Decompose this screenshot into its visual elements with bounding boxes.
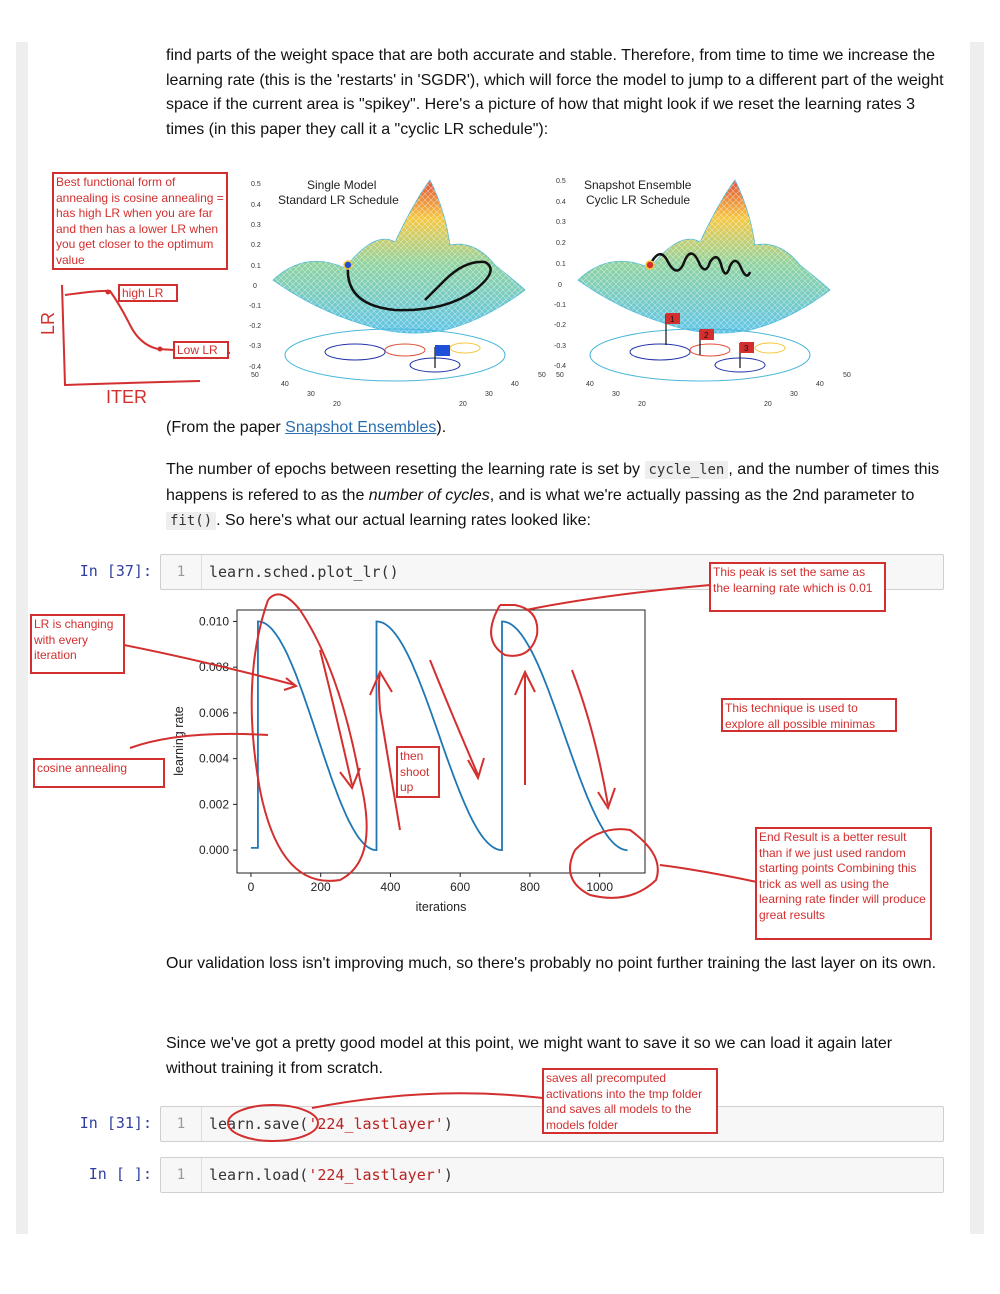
z-tick: 0.3 bbox=[251, 222, 261, 229]
code-call: learn.save( bbox=[209, 1115, 309, 1133]
intro-paragraph: find parts of the weight space that are both accurate and stable. Therefore, from time to time we increase the learning rate (this is the 'restarts' in 'SGDR'), which will force the model to jump to a different part of the weight space if the current area is "spikey". Here's a picture of how that might look if we reset the learning rates 3 times (in this paper they call it a "cyclic LR schedule"): bbox=[166, 47, 944, 138]
x-axis-label: iterations bbox=[415, 900, 467, 914]
z-tick: 0.2 bbox=[556, 240, 566, 247]
line-number: 1 bbox=[161, 1158, 202, 1192]
x-tick: 50 bbox=[556, 372, 564, 379]
y-axis-label: learning rate bbox=[172, 706, 186, 776]
left-subtitle: Standard LR Schedule bbox=[278, 193, 399, 207]
y-tick-label: 0.000 bbox=[198, 843, 229, 858]
high-lr-note: high LR bbox=[118, 284, 178, 302]
x-tick: 40 bbox=[281, 381, 289, 388]
y-tick: 40 bbox=[816, 381, 824, 388]
cycle-len-code: cycle_len bbox=[645, 461, 729, 479]
line-number: 1 bbox=[161, 1107, 202, 1141]
epochs-text-3: , and is what we're actually passing as the 2nd parameter to bbox=[489, 487, 915, 504]
z-tick: 0.4 bbox=[556, 199, 566, 206]
y-tick: 30 bbox=[485, 391, 493, 398]
z-tick: -0.3 bbox=[249, 343, 262, 350]
cosine-annealing-note: cosine annealing bbox=[33, 758, 165, 788]
left-start-point bbox=[344, 261, 352, 269]
z-tick: 0.1 bbox=[251, 263, 261, 270]
y-tick-label: 0.008 bbox=[198, 660, 229, 675]
z-tick: 0.2 bbox=[251, 242, 261, 249]
x-tick-label: 200 bbox=[310, 880, 331, 894]
x-tick-label: 400 bbox=[380, 880, 401, 894]
snapshot-ensemble-figure bbox=[245, 170, 865, 415]
lr-changing-note: LR is changing with every iteration bbox=[30, 614, 125, 674]
epochs-text-1: The number of epochs between resetting the learning rate is set by bbox=[166, 461, 645, 478]
z-tick: 0 bbox=[253, 283, 257, 290]
technique-note: This technique is used to explore all possible minimas bbox=[721, 698, 897, 732]
save-handwritten-annotations bbox=[0, 1080, 1000, 1160]
code-string: '224_lastlayer' bbox=[308, 1166, 444, 1184]
x-tick: 20 bbox=[333, 401, 341, 408]
x-tick: 40 bbox=[586, 381, 594, 388]
flag-3-label: 3 bbox=[744, 344, 749, 353]
flag-1-label: 1 bbox=[670, 315, 675, 324]
source-suffix: ). bbox=[436, 419, 447, 436]
lr-axis-label: LR bbox=[38, 311, 58, 335]
z-tick: 0.3 bbox=[556, 219, 566, 226]
y-tick-label: 0.002 bbox=[198, 797, 229, 812]
left-surface-panel bbox=[249, 178, 546, 408]
z-tick: 0.1 bbox=[556, 261, 566, 268]
y-tick-label: 0.006 bbox=[198, 705, 229, 720]
epochs-text-2: , and the number of times this happens is refered to as the bbox=[166, 461, 940, 504]
z-tick: -0.2 bbox=[554, 322, 567, 329]
code-string: '224_lastlayer' bbox=[308, 1115, 444, 1133]
z-tick: -0.4 bbox=[554, 363, 567, 370]
x-tick: 30 bbox=[307, 391, 315, 398]
saves-note: saves all precomputed activations into the tmp folder and saves all models to the models folder bbox=[542, 1068, 718, 1134]
cell-prompt: In [37]: bbox=[79, 562, 152, 580]
cell-prompt: In [31]: bbox=[79, 1114, 152, 1132]
y-tick: 50 bbox=[843, 372, 851, 379]
y-tick: 30 bbox=[790, 391, 798, 398]
end-result-note: End Result is a better result than if we just used random starting points Combining this trick as well as using the learning rate finder will produce great results bbox=[755, 827, 932, 940]
y-tick: 20 bbox=[764, 401, 772, 408]
x-tick: 30 bbox=[612, 391, 620, 398]
fit-code: fit() bbox=[166, 512, 216, 530]
z-tick: 0 bbox=[558, 282, 562, 289]
left-floor-axes bbox=[251, 372, 546, 408]
number-of-cycles-em: number of cycles bbox=[368, 487, 490, 504]
left-title: Single Model bbox=[307, 178, 377, 192]
z-tick: -0.1 bbox=[554, 302, 567, 309]
x-tick-label: 1000 bbox=[586, 880, 614, 894]
y-tick: 40 bbox=[511, 381, 519, 388]
low-lr-note: Low LR bbox=[173, 341, 229, 359]
x-tick: 50 bbox=[251, 372, 259, 379]
code-cell-load[interactable] bbox=[160, 1157, 944, 1193]
line-number: 1 bbox=[161, 555, 202, 589]
right-subtitle: Cyclic LR Schedule bbox=[586, 193, 691, 207]
save-paragraph: Since we've got a pretty good model at this point, we might want to save it so we can load it again later without training it from scratch. bbox=[166, 1035, 893, 1077]
source-prefix: (From the paper bbox=[166, 419, 286, 436]
peak-note: This peak is set the same as the learning rate which is 0.01 bbox=[709, 562, 886, 612]
z-tick: 0.5 bbox=[251, 181, 261, 188]
z-tick: -0.2 bbox=[249, 323, 262, 330]
shoot-up-note: then shoot up bbox=[396, 746, 440, 798]
code-line[interactable]: learn.sched.plot_lr() bbox=[209, 563, 399, 581]
right-z-axis bbox=[554, 178, 566, 370]
y-tick-label: 0.010 bbox=[198, 614, 229, 629]
x-tick-label: 600 bbox=[450, 880, 471, 894]
z-tick: -0.1 bbox=[249, 303, 262, 310]
x-tick: 20 bbox=[638, 401, 646, 408]
flag-2-label: 2 bbox=[704, 331, 709, 340]
y-tick-label: 0.004 bbox=[198, 751, 229, 766]
cell-prompt: In [ ]: bbox=[88, 1165, 152, 1183]
iter-axis-label: ITER bbox=[106, 387, 148, 407]
z-tick: 0.4 bbox=[251, 202, 261, 209]
right-start-point bbox=[646, 261, 654, 269]
code-line[interactable] bbox=[209, 1158, 453, 1192]
epochs-paragraph bbox=[166, 457, 946, 534]
code-close: ) bbox=[443, 1115, 453, 1133]
y-tick: 20 bbox=[459, 401, 467, 408]
validation-paragraph: Our validation loss isn't improving much, so there's probably no point further training the last layer on its own. bbox=[166, 955, 937, 972]
epochs-text-4: . So here's what our actual learning rates looked like: bbox=[216, 512, 591, 529]
best-form-note: Best functional form of annealing is cosine annealing = has high LR when you are far and then has a lower LR when you get closer to the optimum value bbox=[52, 172, 228, 270]
z-tick: 0.5 bbox=[556, 178, 566, 185]
right-surface-panel bbox=[554, 178, 851, 408]
right-floor-axes bbox=[556, 372, 851, 408]
snapshot-ensembles-link[interactable]: Snapshot Ensembles bbox=[285, 419, 437, 436]
left-final-flag bbox=[435, 345, 450, 356]
right-title: Snapshot Ensemble bbox=[584, 178, 692, 192]
z-tick: -0.4 bbox=[249, 364, 262, 371]
y-tick: 50 bbox=[538, 372, 546, 379]
source-paragraph bbox=[166, 416, 946, 441]
code-call: learn.load( bbox=[209, 1166, 309, 1184]
x-tick-label: 800 bbox=[519, 880, 540, 894]
left-contour-plot bbox=[285, 329, 505, 381]
x-tick-label: 0 bbox=[247, 880, 255, 894]
z-tick: -0.3 bbox=[554, 343, 567, 350]
code-close: ) bbox=[443, 1166, 453, 1184]
